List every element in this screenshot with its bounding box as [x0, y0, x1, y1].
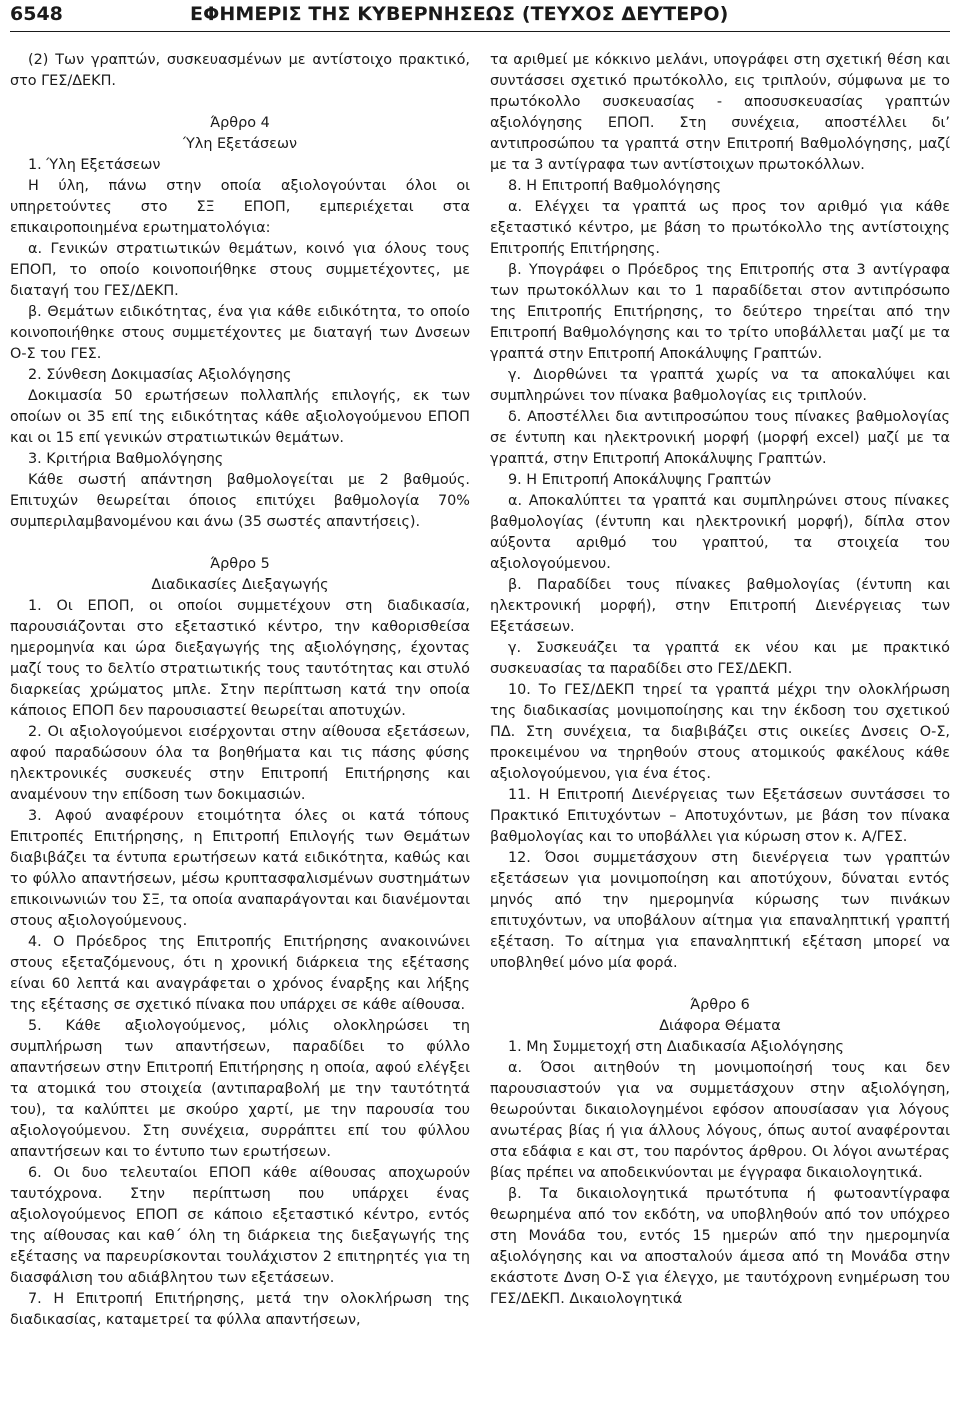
- paragraph-gap: [10, 533, 470, 554]
- paragraph: 6. Οι δυο τελευταίοι ΕΠΟΠ κάθε αίθουσας αποχωρούν ταυτόχρονα. Στην περίπτωση που υπάρχει ένας αξιολογούμενος ΕΠΟΠ σε κάποιο εξεταστικό κέντρο, εντός της αίθουσας και καθ΄ όλη τη διάρκεια της διεξαγωγής της εξέτασης να παρευρίσκονται τουλάχιστον 2 επιτηρητές για τη διασφάλιση του αδιάβλητου των εξετάσεων.: [10, 1165, 470, 1286]
- paragraph: Δοκιμασία 50 ερωτήσεων πολλαπλής επιλογής, εκ των οποίων οι 35 επί της ειδικότητας κάθε αξιολογούμενου ΕΠΟΠ και οι 15 επί γενικών στρατιωτικών θεμάτων.: [10, 388, 470, 446]
- paragraph: 2. Οι αξιολογούμενοι εισέρχονται στην αίθουσα εξετάσεων, αφού παραδώσουν όλα τα βοηθήματα και τις πάσης φύσης ηλεκτρονικές συσκευές στην Επιτροπή Επιτήρησης και αναμένουν την επίδοση των δοκιμασιών.: [10, 724, 470, 803]
- paragraph: 3. Αφού αναφέρουν ετοιμότητα όλες οι κατά τόπους Επιτροπές Επιτήρησης, η Επιτροπή Επιλογής των Θεμάτων διαβιβάζει τα έντυπα ερωτήσεων κατά ειδικότητα, καθώς και το φύλλο απαντήσεων, μέσω κρυπτασφαλισμένων συστημάτων επικοινωνιών του ΣΞ, τα οποία αναπαράγονται και διανέμονται στους αξιολογούμενους.: [10, 808, 470, 929]
- paragraph: 12. Όσοι συμμετάσχουν στη διενέργεια των γραπτών εξετάσεων για μονιμοποίηση και αποτύχουν, δύναται εντός μηνός από την ημερομηνία κύρωσης των πινάκων επιτυχόντων, να υποβάλουν αίτημα για επαναληπτική γραπτή εξέταση. Το αίτημα για επαναληπτική εξέταση μπορεί να υποβληθεί μόνο μία φορά.: [490, 850, 950, 971]
- paragraph: 4. Ο Πρόεδρος της Επιτροπής Επιτήρησης ανακοινώνει στους εξεταζόμενους, ότι η χρονική διάρκεια της εξέτασης είναι 60 λεπτά και αναγράφεται ο χρόνος έναρξης και λήξης της εξέτασης σε σχετικό πίνακα που υπάρχει σε κάθε αίθουσα.: [10, 934, 470, 1013]
- paragraph: 3. Κριτήρια Βαθμολόγησης: [28, 451, 224, 467]
- gazette-title: ΕΦΗΜΕΡΙΣ ΤΗΣ ΚΥΒΕΡΝΗΣΕΩΣ (ΤΕΥΧΟΣ ΔΕΥΤΕΡΟ): [190, 3, 729, 25]
- article-heading: Άρθρο 4: [210, 115, 270, 131]
- paragraph: 9. Η Επιτροπή Αποκάλυψης Γραπτών: [508, 472, 772, 488]
- paragraph: 1. Ύλη Εξετάσεων: [28, 157, 161, 173]
- article-heading: Ύλη Εξετάσεων: [182, 136, 298, 152]
- paragraph: τα αριθμεί με κόκκινο μελάνι, υπογράφει στη σχετική θέση και συντάσσει σχετικό πρωτόκολλο, εις τριπλούν, σύμφωνα με το πρωτόκολλο συσκευασίας - αποσυσκευασίας γραπτών αξιολόγησης ΕΠΟΠ. Στη συνέχεια, αποστέλλει δι’ αντιπροσώπου τα γραπτά στην Επιτροπή Βαθμολόγησης, μαζί με τα 3 αντίγραφα των αντίστοιχων πρωτοκόλλων.: [490, 52, 950, 173]
- paragraph: γ. Διορθώνει τα γραπτά χωρίς να τα αποκαλύψει και συμπληρώνει τον πίνακα βαθμολογίας εις τριπλούν.: [490, 367, 950, 404]
- paragraph: 1. Μη Συμμετοχή στη Διαδικασία Αξιολόγησης: [508, 1039, 844, 1055]
- paragraph: β. Υπογράφει ο Πρόεδρος της Επιτροπής στα 3 αντίγραφα των πρωτοκόλλων και το 1 παραδίδεται στον αντιπρόσωπο της Επιτροπής Επιτήρησης, το δεύτερο τηρείται από την Επιτροπή Βαθμολόγησης και το τρίτο υποβάλλεται μαζί με τα γραπτά στην Επιτροπή Αποκάλυψης Γραπτών.: [490, 262, 950, 362]
- right-column: [490, 50, 950, 1310]
- left-column: [10, 50, 470, 1331]
- header-rule: [10, 31, 950, 32]
- article-heading: Διάφορα Θέματα: [659, 1018, 781, 1034]
- paragraph: Κάθε σωστή απάντηση βαθμολογείται με 2 βαθμούς. Επιτυχών θεωρείται όποιος επιτύχει βαθμολογία 70% συμπεριλαμβανομένου και άνω (35 σωστές απαντήσεις).: [10, 472, 470, 530]
- paragraph: (2) Των γραπτών, συσκευασμένων με αντίστοιχο πρακτικό, στο ΓΕΣ/ΔΕΚΠ.: [10, 52, 470, 89]
- paragraph: α. Γενικών στρατιωτικών θεμάτων, κοινό για όλους τους ΕΠΟΠ, το οποίο κοινοποιήθηκε στους συμμετέχοντες, με διαταγή του ΓΕΣ/ΔΕΚΠ.: [10, 241, 470, 299]
- paragraph: α. Όσοι αιτηθούν τη μονιμοποίησή τους και δεν παρουσιαστούν για να συμμετάσχουν στην αξιολόγηση, θεωρούνται δικαιολογημένοι εφόσον απουσίασαν για λόγους ανωτέρας βίας ή για άλλους λόγους, όπως αυτοί αναφέρονται στα εδάφια ε και στ, του παρόντος άρθρου. Οι λόγοι ανωτέρας βίας πρέπει να αποδεικνύονται με έγγραφα δικαιολογητικά.: [490, 1060, 950, 1181]
- paragraph-gap: [490, 974, 950, 995]
- paragraph: β. Τα δικαιολογητικά πρωτότυπα ή φωτοαντίγραφα θεωρημένα από τον εκδότη, να υποβληθούν από τον υπόχρεο στη Μονάδα του, εντός 15 ημερών από την ημερομηνία αξιολόγησης και να αποσταλούν άμεσα από τη Μονάδα στην εκάστοτε Δνση Ο-Σ για έλεγχο, με ταυτόχρονη ενημέρωση του ΓΕΣ/ΔΕΚΠ. Δικαιολογητικά: [490, 1186, 950, 1307]
- paragraph: β. Παραδίδει τους πίνακες βαθμολογίας (έντυπη και ηλεκτρονική μορφή), στην Επιτροπή Διενέργειας των Εξετάσεων.: [490, 577, 950, 635]
- paragraph: α. Ελέγχει τα γραπτά ως προς τον αριθμό για κάθε εξεταστικό κέντρο, με βάση το πρωτόκολλο της αντίστοιχης Επιτροπής Επιτήρησης.: [490, 199, 950, 257]
- paragraph-gap: [10, 92, 470, 113]
- paragraph: 1. Οι ΕΠΟΠ, οι οποίοι συμμετέχουν στη διαδικασία, παρουσιάζονται στο εξεταστικό κέντρο, την καθορισθείσα ημερομηνία και ώρα διεξαγωγής της αξιολόγησης, έχοντας μαζί τους το δελτίο στρατιωτικής τους ταυτότητας και στυλό διαρκείας χρώματος μπλε. Στην περίπτωση κατά την οποία κάποιος ΕΠΟΠ δεν παρουσιαστεί θεωρείται αποτυχών.: [10, 598, 470, 719]
- paragraph: 11. Η Επιτροπή Διενέργειας των Εξετάσεων συντάσσει το Πρακτικό Επιτυχόντων – Αποτυχόντων, με βάση τον πίνακα βαθμολογίας και το υποβάλλει για κύρωση στον κ. Α/ΓΕΣ.: [490, 787, 950, 845]
- paragraph: Η ύλη, πάνω στην οποία αξιολογούνται όλοι οι υπηρετούντες στο ΣΞ ΕΠΟΠ, εμπεριέχεται στα επικαιροποιημένα ερωτηματολόγια:: [10, 178, 470, 236]
- paragraph: 2. Σύνθεση Δοκιμασίας Αξιολόγησης: [28, 367, 292, 383]
- article-heading: Άρθρο 5: [210, 556, 270, 572]
- paragraph: 7. Η Επιτροπή Επιτήρησης, μετά την ολοκλήρωση της διαδικασίας, καταμετρεί τα φύλλα απαντήσεων,: [10, 1291, 470, 1328]
- paragraph: 10. Το ΓΕΣ/ΔΕΚΠ τηρεί τα γραπτά μέχρι την ολοκλήρωση της διαδικασίας μονιμοποίησης και την έκδοση του σχετικού ΠΔ. Στη συνέχεια, τα διαβιβάζει στις οικείες Δνσεις Ο-Σ, προκειμένου να τηρηθούν στους ατομικούς φακέλους κάθε αξιολογούμενου, για ένα έτος.: [490, 682, 950, 782]
- article-heading: Διαδικασίες Διεξαγωγής: [151, 577, 329, 593]
- paragraph: δ. Αποστέλλει δια αντιπροσώπου τους πίνακες βαθμολογίας σε έντυπη και ηλεκτρονική μορφή (μορφή excel) μαζί με τα γραπτά, στην Επιτροπή Αποκάλυψης Γραπτών.: [490, 409, 950, 467]
- paragraph: 5. Κάθε αξιολογούμενος, μόλις ολοκληρώσει τη συμπλήρωση των απαντήσεων, παραδίδει το φύλλο απαντήσεων στην Επιτροπή Επιτήρησης η οποία, αφού ελέγξει τα ατομικά του στοιχεία (αντιπαραβολή με την ταυτότητά του), τα καλύπτει με σκούρο χαρτί, με την παρουσία του αξιολογούμενου. Στη συνέχεια, συρράπτει επί του φύλλου απαντήσεων και το έντυπο των ερωτήσεων.: [10, 1018, 470, 1160]
- page-number: 6548: [10, 3, 63, 25]
- paragraph: α. Αποκαλύπτει τα γραπτά και συμπληρώνει στους πίνακες βαθμολογίας (έντυπη και ηλεκτρονική μορφή), δίπλα στον αύξοντα αριθμό του γραπτού, τα στοιχεία του αξιολογούμενου.: [490, 493, 950, 572]
- paragraph: γ. Συσκευάζει τα γραπτά εκ νέου και με πρακτικό συσκευασίας τα παραδίδει στο ΓΕΣ/ΔΕΚΠ.: [490, 640, 950, 677]
- running-header: [0, 0, 960, 30]
- paragraph: β. Θεμάτων ειδικότητας, ένα για κάθε ειδικότητα, το οποίο κοινοποιήθηκε στους συμμετέχοντες με διαταγή των Δνσεων Ο-Σ του ΓΕΣ.: [10, 304, 470, 362]
- article-heading: Άρθρο 6: [690, 997, 750, 1013]
- paragraph: 8. Η Επιτροπή Βαθμολόγησης: [508, 178, 722, 194]
